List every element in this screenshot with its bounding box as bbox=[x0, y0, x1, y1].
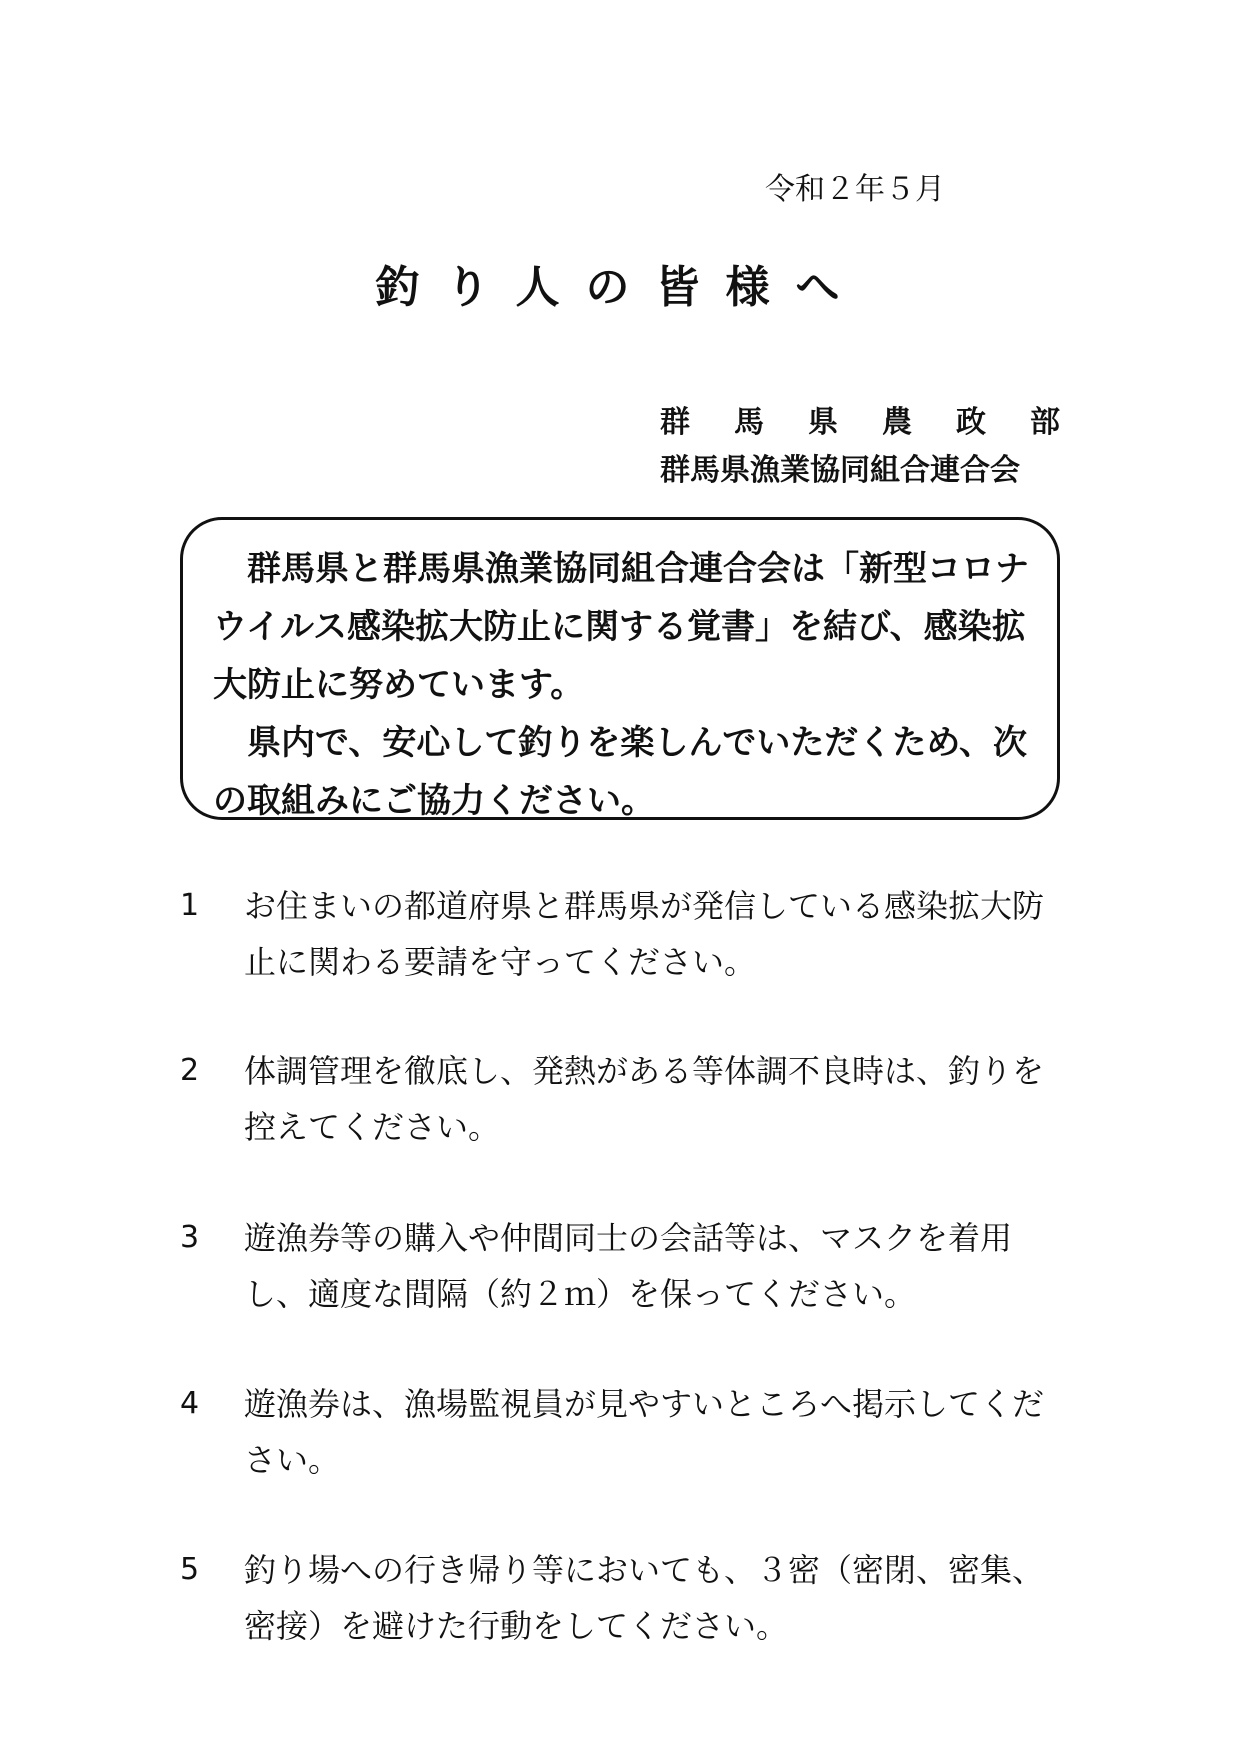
item-text: お住まいの都道府県と群馬県が発信している感染拡大防止に関わる要請を守ってください。 bbox=[244, 887, 1045, 981]
item-number: 5 bbox=[180, 1552, 200, 1587]
issuer-department: 群馬県農政部 bbox=[660, 405, 1060, 440]
item-number: 2 bbox=[180, 1053, 200, 1088]
list-item bbox=[180, 1210, 1060, 1322]
list-item bbox=[180, 1376, 1060, 1488]
item-text: 釣り場への行き帰り等においても、３密（密閉、密集、密接）を避けた行動をしてください。 bbox=[244, 1551, 1045, 1645]
list-item bbox=[180, 1542, 1060, 1654]
notice-paragraph: 県内で、安心して釣りを楽しんでいただくため、次の取組みにご協力ください。 bbox=[213, 723, 1027, 821]
document-date: 令和２年５月 bbox=[765, 172, 945, 207]
notice-box bbox=[180, 517, 1060, 820]
item-text: 遊漁券は、漁場監視員が見やすいところへ掲示してください。 bbox=[244, 1385, 1045, 1479]
request-list bbox=[180, 878, 1060, 1708]
item-text: 遊漁券等の購入や仲間同士の会話等は、マスクを着用し、適度な間隔（約２ｍ）を保ってください。 bbox=[244, 1219, 1013, 1313]
item-number: 3 bbox=[180, 1220, 200, 1255]
item-text: 体調管理を徹底し、発熱がある等体調不良時は、釣りを控えてください。 bbox=[244, 1052, 1045, 1146]
list-item bbox=[180, 878, 1060, 990]
issuer-federation: 群馬県漁業協同組合連合会 bbox=[660, 453, 1020, 488]
item-number: 1 bbox=[180, 888, 200, 923]
document-title: 釣り人の皆様へ bbox=[375, 262, 866, 313]
notice-paragraph: 群馬県と群馬県漁業協同組合連合会は「新型コロナウイルス感染拡大防止に関する覚書」を結び、感染拡大防止に努めています。 bbox=[213, 549, 1029, 705]
list-item bbox=[180, 1043, 1060, 1155]
item-number: 4 bbox=[180, 1386, 200, 1421]
